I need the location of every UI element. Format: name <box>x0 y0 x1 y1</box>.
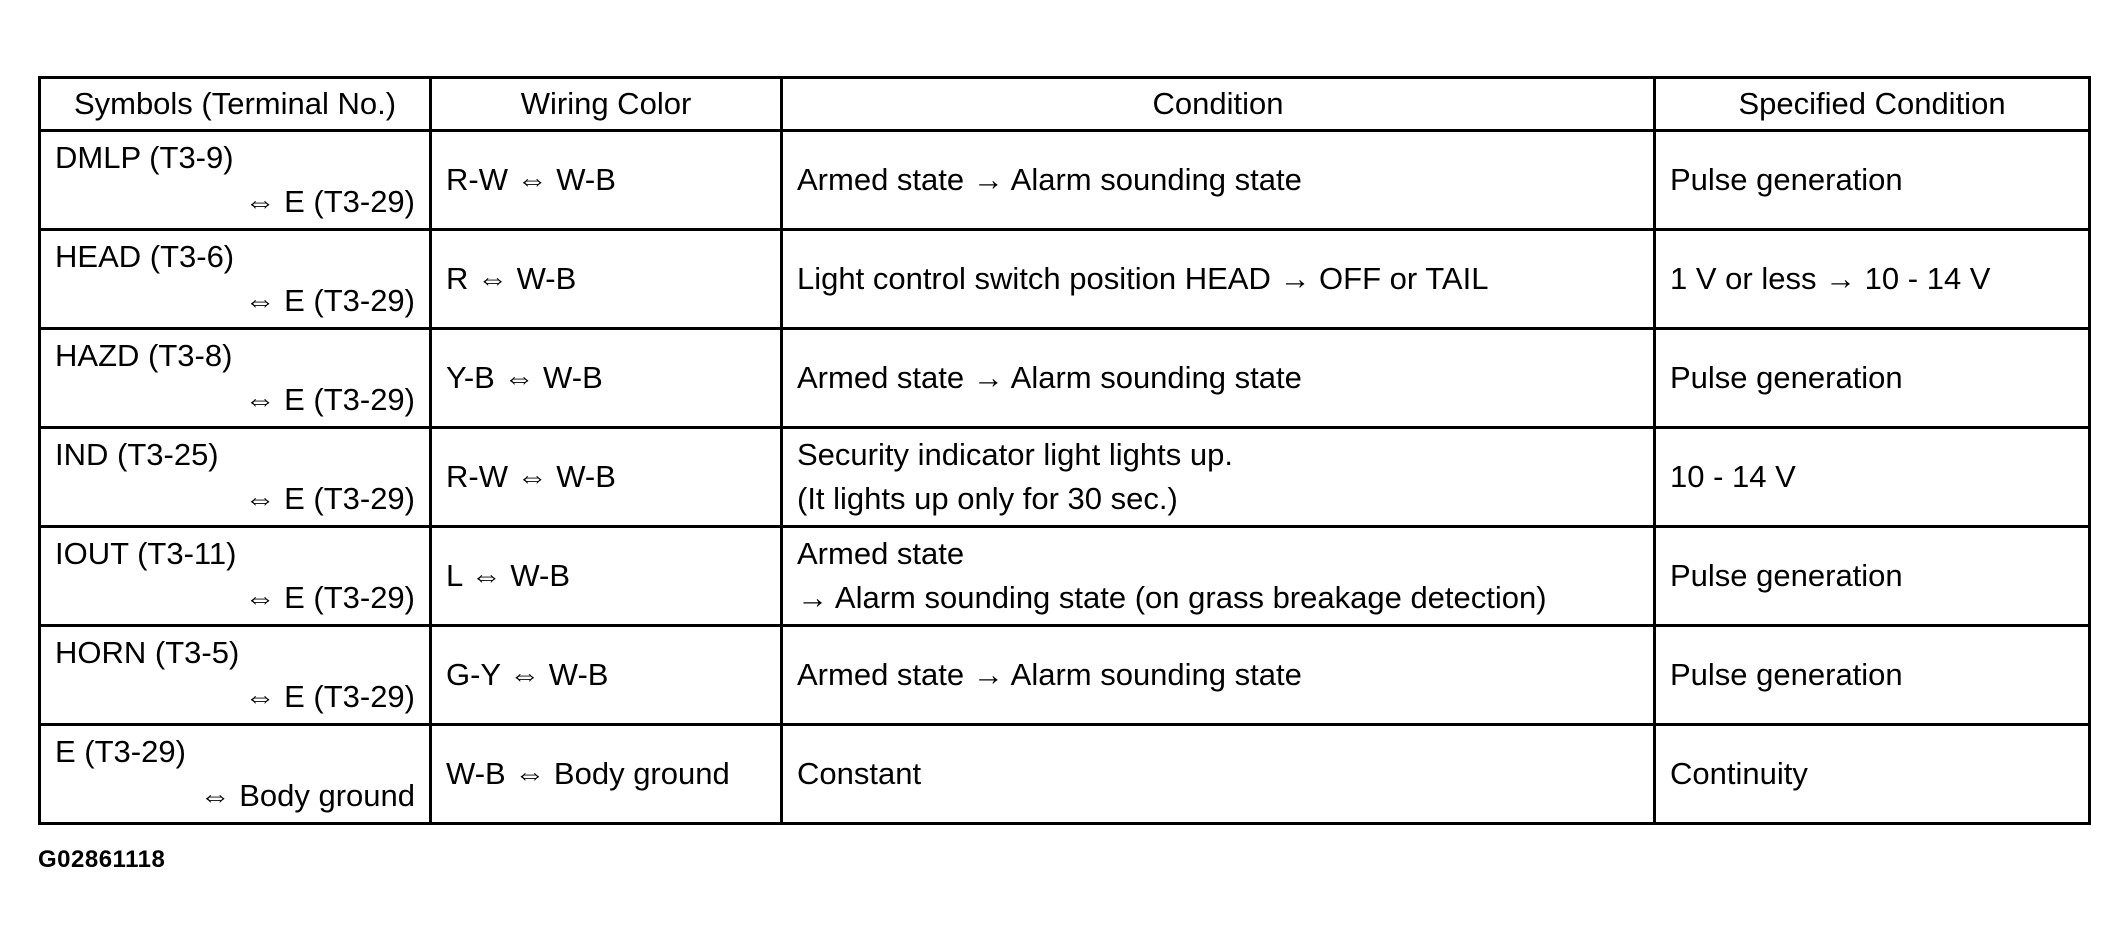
wiring-color-cell: R ⇔ W-B <box>431 230 782 329</box>
symbol-cell <box>40 329 431 428</box>
wiring-color-cell: R-W ⇔ W-B <box>431 428 782 527</box>
table-row <box>40 230 2090 329</box>
figure-code: G02861118 <box>38 846 166 873</box>
table-row <box>40 131 2090 230</box>
condition-line: Armed state <box>797 535 965 571</box>
symbol-ground: ⇔ E (T3-29) <box>244 580 415 615</box>
specified-condition-cell: 1 V or less → 10 - 14 V <box>1655 230 2090 329</box>
table-row <box>40 725 2090 824</box>
condition-line: → Alarm sounding state (on grass breakage detection) <box>797 580 1547 615</box>
condition-line: Security indicator light lights up. <box>797 436 1233 472</box>
symbol-terminal: IND (T3-25) <box>55 436 219 472</box>
symbol-ground: ⇔ E (T3-29) <box>244 283 415 318</box>
table-row <box>40 626 2090 725</box>
specified-condition-cell: Pulse generation <box>1655 131 2090 230</box>
wiring-color-cell: Y-B ⇔ W-B <box>431 329 782 428</box>
condition-cell <box>782 626 1655 725</box>
header-specified-condition: Specified Condition <box>1655 78 2090 131</box>
specified-condition-cell: Pulse generation <box>1655 626 2090 725</box>
symbol-terminal: E (T3-29) <box>55 733 186 769</box>
header-condition: Condition <box>782 78 1655 131</box>
condition-cell <box>782 725 1655 824</box>
symbol-cell <box>40 131 431 230</box>
condition-cell <box>782 131 1655 230</box>
terminal-spec-table <box>38 76 2091 825</box>
symbol-terminal: HEAD (T3-6) <box>55 238 235 274</box>
symbol-terminal: DMLP (T3-9) <box>55 139 234 175</box>
condition-line: Armed state → Alarm sounding state <box>797 359 1302 395</box>
wiring-color-cell: W-B ⇔ Body ground <box>431 725 782 824</box>
table-row <box>40 428 2090 527</box>
symbol-ground: ⇔ Body ground <box>199 778 415 813</box>
condition-line: (It lights up only for 30 sec.) <box>797 481 1178 516</box>
wiring-color-cell: L ⇔ W-B <box>431 527 782 626</box>
symbol-cell <box>40 725 431 824</box>
symbol-cell <box>40 626 431 725</box>
table-header-row <box>40 78 2090 131</box>
specified-condition-cell: Continuity <box>1655 725 2090 824</box>
symbol-cell <box>40 527 431 626</box>
table-row <box>40 527 2090 626</box>
condition-line: Constant <box>797 755 922 791</box>
wiring-color-cell: G-Y ⇔ W-B <box>431 626 782 725</box>
symbol-ground: ⇔ E (T3-29) <box>244 184 415 219</box>
condition-cell <box>782 329 1655 428</box>
symbol-ground: ⇔ E (T3-29) <box>244 382 415 417</box>
table-row <box>40 329 2090 428</box>
header-symbols: Symbols (Terminal No.) <box>40 78 431 131</box>
condition-cell <box>782 428 1655 527</box>
condition-cell <box>782 230 1655 329</box>
symbol-ground: ⇔ E (T3-29) <box>244 481 415 516</box>
condition-cell <box>782 527 1655 626</box>
symbol-terminal: IOUT (T3-11) <box>55 535 237 571</box>
condition-line: Armed state → Alarm sounding state <box>797 161 1302 197</box>
symbol-cell <box>40 428 431 527</box>
symbol-ground: ⇔ E (T3-29) <box>244 679 415 714</box>
specified-condition-cell: Pulse generation <box>1655 329 2090 428</box>
symbol-cell <box>40 230 431 329</box>
wiring-color-cell: R-W ⇔ W-B <box>431 131 782 230</box>
symbol-terminal: HAZD (T3-8) <box>55 337 233 373</box>
specified-condition-cell: 10 - 14 V <box>1655 428 2090 527</box>
condition-line: Armed state → Alarm sounding state <box>797 656 1302 692</box>
condition-line: Light control switch position HEAD → OFF or TAIL <box>797 260 1489 296</box>
specified-condition-cell: Pulse generation <box>1655 527 2090 626</box>
header-wiring-color: Wiring Color <box>431 78 782 131</box>
symbol-terminal: HORN (T3-5) <box>55 634 240 670</box>
